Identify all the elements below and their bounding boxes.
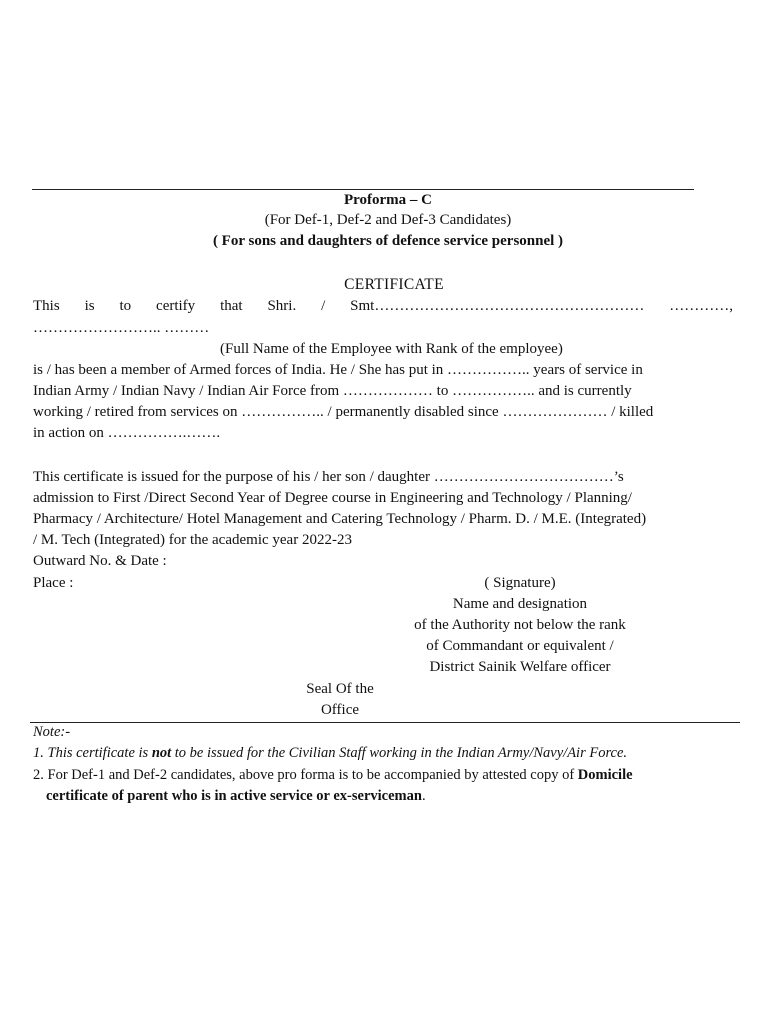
name-blank-end: …………, [669,298,733,314]
name-blank: Smt……………………………………………… [350,298,645,314]
admission-line: admission to First /Direct Second Year of Degree course in Engineering and Technology / Planning/ [33,490,632,506]
seal-office-label: Office [320,702,360,718]
service-status-line: working / retired from services on …………….. / permanently disabled since ………………… / killed [33,404,654,420]
note-1 [33,743,627,764]
killed-in-action-line: in action on …………….……. [33,425,221,441]
courses-line: Pharmacy / Architecture/ Hotel Management and Catering Technology / Pharm. D. / M.E. (Integrated) [33,511,647,527]
signature-designation: Name and designation [452,596,588,612]
certify-word: is [84,298,95,314]
purpose-line: This certificate is issued for the purpose of his / her son / daughter ………………………………’s [33,469,624,485]
note-2-text: 2. For Def-1 and Def-2 candidates, above pro forma is to be accompanied by attested copy of [33,767,578,783]
note-1-text-end: to be issued for the Civilian Staff working in the Indian Army/Navy/Air Force. [171,745,628,761]
note-2-continued [46,786,426,807]
certify-word: to [119,298,132,314]
candidates-subtitle: (For Def-1, Def-2 and Def-3 Candidates) [264,212,512,228]
certificate-heading: CERTIFICATE [344,276,444,293]
certify-word: / [321,298,326,314]
academic-year-line: / M. Tech (Integrated) for the academic year 2022-23 [33,532,352,548]
service-line: is / has been a member of Armed forces of India. He / She has put in …………….. years of service in [33,362,643,378]
seal-label: Seal Of the [306,681,374,697]
outward-number-label: Outward No. & Date : [33,553,167,569]
bottom-divider [30,722,740,723]
signature-label: ( Signature) [484,575,556,591]
signature-commandant: of Commandant or equivalent / [426,638,614,654]
note-2 [33,765,633,786]
signature-welfare-officer: District Sainik Welfare officer [429,659,611,675]
service-branch-line: Indian Army / Indian Navy / Indian Air Force from ……………… to …………….. and is currently [33,383,632,399]
note-2-emphasis: Domicile [577,767,633,783]
certify-line [33,296,733,317]
sons-daughters-subtitle: ( For sons and daughters of defence service personnel ) [212,233,564,249]
note-2-continued-text: certificate of parent who is in active service or ex-serviceman [46,788,422,804]
place-label: Place : [33,575,74,591]
note-1-text: 1. This certificate is [33,745,152,761]
certify-word: that [220,298,243,314]
note-heading: Note:- [33,724,71,740]
signature-authority: of the Authority not below the rank [414,617,626,633]
full-name-caption: (Full Name of the Employee with Rank of the employee) [220,341,563,357]
certify-word: certify [156,298,196,314]
note-1-emphasis: not [151,745,172,761]
certify-word: This [33,298,60,314]
note-2-period: . [421,788,426,804]
certify-word: Shri. [267,298,297,314]
name-blank-continued: …………………….. ……… [33,320,210,336]
proforma-title: Proforma – C [343,192,433,208]
